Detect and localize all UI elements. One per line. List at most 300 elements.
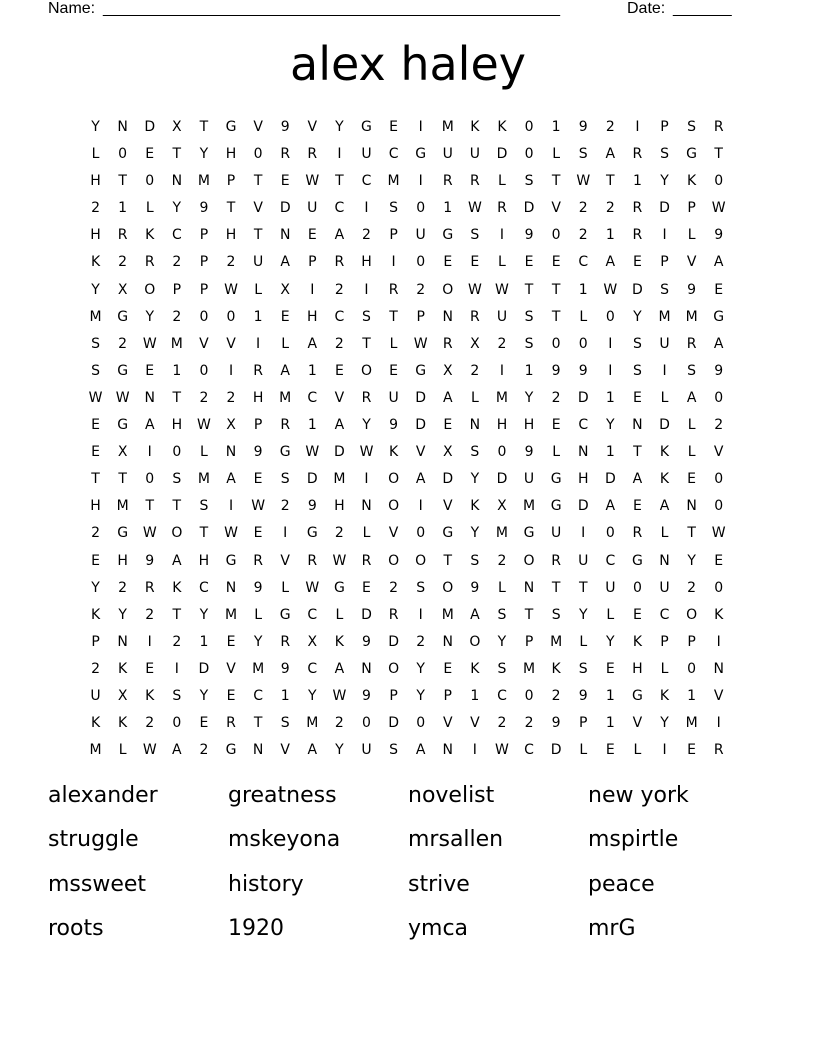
grid-letter[interactable]: N bbox=[361, 498, 372, 515]
grid-letter[interactable]: Y bbox=[199, 146, 209, 163]
grid-letter[interactable]: I bbox=[608, 335, 613, 352]
grid-letter[interactable]: T bbox=[551, 308, 561, 325]
grid-letter[interactable]: M bbox=[197, 173, 210, 190]
grid-letter[interactable]: S bbox=[389, 742, 399, 759]
grid-letter[interactable]: N bbox=[686, 498, 697, 515]
grid-letter[interactable]: 2 bbox=[578, 227, 588, 244]
grid-letter[interactable]: Y bbox=[470, 471, 480, 488]
grid-letter[interactable]: Y bbox=[416, 660, 425, 677]
grid-letter[interactable]: Y bbox=[470, 525, 480, 542]
grid-letter[interactable]: L bbox=[687, 417, 696, 434]
grid-letter[interactable]: C bbox=[524, 742, 534, 759]
grid-letter[interactable]: I bbox=[581, 525, 586, 542]
grid-letter[interactable]: W bbox=[495, 742, 509, 759]
grid-letter[interactable]: T bbox=[118, 471, 127, 488]
grid-letter[interactable]: O bbox=[469, 633, 481, 650]
grid-letter[interactable]: E bbox=[632, 389, 642, 406]
grid-letter[interactable]: W bbox=[576, 173, 591, 190]
grid-letter[interactable]: T bbox=[172, 389, 182, 406]
grid-letter[interactable]: V bbox=[713, 687, 724, 704]
grid-letter[interactable]: G bbox=[225, 742, 237, 759]
grid-letter[interactable]: G bbox=[415, 362, 427, 379]
grid-letter[interactable]: S bbox=[687, 362, 697, 379]
grid-letter[interactable]: H bbox=[90, 227, 101, 244]
grid-letter[interactable]: S bbox=[660, 281, 669, 298]
grid-letter[interactable]: E bbox=[362, 579, 371, 596]
grid-letter[interactable]: R bbox=[144, 579, 155, 596]
grid-letter[interactable]: R bbox=[551, 552, 561, 569]
grid-letter[interactable]: L bbox=[498, 254, 506, 271]
grid-letter[interactable]: 9 bbox=[145, 552, 155, 569]
grid-letter[interactable]: R bbox=[388, 281, 399, 298]
grid-letter[interactable]: N bbox=[577, 444, 589, 461]
grid-letter[interactable]: V bbox=[226, 660, 236, 677]
grid-letter[interactable]: L bbox=[200, 444, 208, 461]
grid-letter[interactable]: U bbox=[361, 742, 372, 759]
grid-letter[interactable]: 2 bbox=[145, 715, 155, 732]
grid-letter[interactable]: M bbox=[197, 471, 210, 488]
grid-letter[interactable]: D bbox=[442, 471, 454, 488]
grid-letter[interactable]: 2 bbox=[334, 335, 344, 352]
grid-letter[interactable]: D bbox=[604, 471, 616, 488]
grid-letter[interactable]: T bbox=[443, 552, 453, 569]
grid-letter[interactable]: K bbox=[632, 633, 643, 650]
grid-letter[interactable]: T bbox=[633, 444, 642, 461]
grid-letter[interactable]: A bbox=[605, 254, 616, 271]
grid-letter[interactable]: S bbox=[524, 173, 534, 190]
grid-letter[interactable]: I bbox=[364, 200, 369, 217]
grid-letter[interactable]: 0 bbox=[145, 173, 155, 190]
grid-letter[interactable]: P bbox=[660, 119, 669, 135]
grid-letter[interactable]: G bbox=[523, 525, 535, 542]
grid-letter[interactable]: R bbox=[713, 742, 724, 759]
grid-letter[interactable]: A bbox=[226, 471, 236, 488]
grid-letter[interactable]: G bbox=[225, 552, 237, 569]
grid-letter[interactable]: G bbox=[306, 525, 318, 542]
grid-letter[interactable]: X bbox=[442, 362, 453, 379]
grid-letter[interactable]: T bbox=[551, 281, 561, 298]
grid-letter[interactable]: G bbox=[442, 525, 454, 542]
grid-letter[interactable]: R bbox=[307, 552, 318, 569]
grid-letter[interactable]: 9 bbox=[687, 281, 697, 298]
grid-letter[interactable]: L bbox=[470, 389, 479, 406]
grid-letter[interactable]: E bbox=[632, 606, 642, 623]
grid-letter[interactable]: 0 bbox=[524, 119, 534, 135]
grid-letter[interactable]: G bbox=[631, 687, 643, 704]
grid-letter[interactable]: I bbox=[662, 362, 667, 379]
grid-letter[interactable]: 2 bbox=[389, 579, 399, 596]
grid-letter[interactable]: I bbox=[499, 362, 505, 379]
grid-letter[interactable]: E bbox=[443, 417, 453, 434]
grid-letter[interactable]: 9 bbox=[578, 119, 588, 135]
grid-letter[interactable]: S bbox=[578, 660, 588, 677]
grid-letter[interactable]: S bbox=[497, 606, 507, 623]
grid-letter[interactable]: 2 bbox=[199, 742, 209, 759]
grid-letter[interactable]: U bbox=[469, 146, 480, 163]
grid-letter[interactable]: C bbox=[605, 552, 616, 569]
grid-letter[interactable]: Y bbox=[687, 552, 696, 569]
grid-letter[interactable]: Y bbox=[524, 389, 534, 406]
grid-letter[interactable]: T bbox=[524, 281, 534, 298]
grid-letter[interactable]: G bbox=[279, 444, 291, 461]
grid-letter[interactable]: I bbox=[337, 146, 342, 163]
grid-letter[interactable]: E bbox=[226, 687, 236, 704]
grid-letter[interactable]: 9 bbox=[362, 633, 371, 650]
grid-letter[interactable]: M bbox=[116, 498, 129, 515]
grid-letter[interactable]: K bbox=[470, 119, 480, 135]
grid-letter[interactable]: A bbox=[280, 362, 290, 379]
grid-letter[interactable]: E bbox=[632, 254, 642, 271]
grid-letter[interactable]: U bbox=[90, 687, 101, 704]
grid-letter[interactable]: L bbox=[579, 308, 588, 325]
grid-letter[interactable]: 9 bbox=[578, 687, 588, 704]
grid-letter[interactable]: I bbox=[662, 742, 667, 759]
grid-letter[interactable]: L bbox=[687, 444, 696, 461]
grid-letter[interactable]: 9 bbox=[253, 579, 263, 596]
grid-letter[interactable]: K bbox=[118, 715, 128, 732]
grid-letter[interactable]: 2 bbox=[172, 254, 182, 271]
grid-letter[interactable]: G bbox=[361, 119, 372, 135]
grid-letter[interactable]: 0 bbox=[145, 471, 155, 488]
grid-letter[interactable]: H bbox=[171, 417, 183, 434]
grid-letter[interactable]: A bbox=[334, 417, 345, 434]
grid-letter[interactable]: L bbox=[254, 281, 263, 298]
grid-letter[interactable]: L bbox=[118, 742, 127, 759]
grid-letter[interactable]: C bbox=[659, 606, 670, 623]
grid-letter[interactable]: A bbox=[307, 742, 318, 759]
grid-letter[interactable]: 1 bbox=[443, 200, 453, 217]
grid-letter[interactable]: 0 bbox=[714, 579, 724, 596]
grid-letter[interactable]: E bbox=[145, 362, 155, 379]
grid-letter[interactable]: S bbox=[280, 471, 290, 488]
grid-letter[interactable]: A bbox=[605, 146, 616, 163]
grid-letter[interactable]: 9 bbox=[524, 444, 534, 461]
grid-letter[interactable]: Y bbox=[633, 308, 642, 325]
grid-letter[interactable]: 0 bbox=[714, 173, 724, 190]
grid-letter[interactable]: 0 bbox=[172, 444, 182, 461]
grid-letter[interactable]: D bbox=[198, 660, 210, 677]
grid-letter[interactable]: V bbox=[253, 200, 263, 217]
grid-letter[interactable]: 1 bbox=[551, 119, 561, 135]
grid-letter[interactable]: P bbox=[660, 254, 669, 271]
grid-letter[interactable]: G bbox=[279, 606, 291, 623]
grid-letter[interactable]: K bbox=[90, 606, 101, 623]
grid-letter[interactable]: O bbox=[388, 660, 400, 677]
grid-letter[interactable]: K bbox=[172, 579, 182, 596]
grid-letter[interactable]: 1 bbox=[118, 200, 128, 217]
grid-letter[interactable]: U bbox=[496, 308, 508, 325]
grid-letter[interactable]: I bbox=[228, 362, 234, 379]
grid-letter[interactable]: 9 bbox=[714, 227, 724, 244]
grid-letter[interactable]: R bbox=[686, 335, 697, 352]
grid-letter[interactable]: A bbox=[442, 389, 453, 406]
grid-letter[interactable]: A bbox=[144, 417, 155, 434]
grid-letter[interactable]: T bbox=[253, 227, 263, 244]
grid-letter[interactable]: D bbox=[334, 444, 345, 461]
grid-letter[interactable]: T bbox=[551, 173, 561, 190]
grid-letter[interactable]: 2 bbox=[199, 389, 209, 406]
grid-letter[interactable]: M bbox=[658, 308, 671, 325]
grid-letter[interactable]: I bbox=[391, 254, 396, 271]
grid-letter[interactable]: R bbox=[497, 200, 507, 217]
grid-letter[interactable]: A bbox=[632, 471, 643, 488]
grid-letter[interactable]: Y bbox=[172, 200, 182, 217]
grid-letter[interactable]: 2 bbox=[334, 715, 344, 732]
grid-letter[interactable]: M bbox=[523, 660, 536, 677]
grid-letter[interactable]: Y bbox=[578, 606, 588, 623]
grid-letter[interactable]: E bbox=[253, 471, 263, 488]
grid-letter[interactable]: T bbox=[335, 173, 344, 190]
grid-letter[interactable]: 2 bbox=[118, 254, 128, 271]
grid-letter[interactable]: 2 bbox=[118, 335, 128, 352]
grid-letter[interactable]: K bbox=[145, 227, 155, 244]
grid-letter[interactable]: G bbox=[713, 308, 725, 325]
grid-letter[interactable]: L bbox=[91, 146, 100, 163]
grid-letter[interactable]: V bbox=[470, 715, 480, 732]
grid-letter[interactable]: A bbox=[686, 389, 697, 406]
grid-letter[interactable]: W bbox=[467, 200, 482, 217]
grid-letter[interactable]: 0 bbox=[199, 308, 209, 325]
grid-letter[interactable]: K bbox=[659, 687, 670, 704]
grid-letter[interactable]: E bbox=[714, 552, 724, 569]
grid-letter[interactable]: N bbox=[523, 579, 535, 596]
grid-letter[interactable]: H bbox=[252, 389, 264, 406]
grid-letter[interactable]: W bbox=[711, 200, 726, 217]
grid-letter[interactable]: W bbox=[413, 335, 428, 352]
grid-letter[interactable]: P bbox=[579, 715, 588, 732]
grid-letter[interactable]: E bbox=[91, 417, 100, 434]
grid-letter[interactable]: 2 bbox=[497, 715, 507, 732]
grid-letter[interactable]: U bbox=[415, 227, 426, 244]
grid-letter[interactable]: A bbox=[307, 335, 318, 352]
grid-letter[interactable]: S bbox=[578, 146, 588, 163]
grid-letter[interactable]: V bbox=[199, 335, 209, 352]
grid-letter[interactable]: D bbox=[144, 119, 156, 135]
grid-letter[interactable]: D bbox=[388, 715, 399, 732]
grid-letter[interactable]: S bbox=[280, 715, 290, 732]
grid-letter[interactable]: 0 bbox=[605, 308, 615, 325]
grid-letter[interactable]: N bbox=[252, 742, 264, 759]
grid-letter[interactable]: C bbox=[171, 227, 182, 244]
grid-letter[interactable]: E bbox=[226, 633, 236, 650]
grid-letter[interactable]: L bbox=[389, 335, 398, 352]
grid-letter[interactable]: P bbox=[687, 200, 696, 217]
grid-letter[interactable]: G bbox=[442, 227, 454, 244]
grid-letter[interactable]: S bbox=[551, 606, 561, 623]
grid-letter[interactable]: Y bbox=[606, 417, 615, 434]
grid-letter[interactable]: N bbox=[279, 227, 291, 244]
grid-letter[interactable]: 1 bbox=[307, 362, 317, 379]
grid-letter[interactable]: H bbox=[90, 173, 101, 190]
grid-letter[interactable]: W bbox=[251, 498, 266, 515]
grid-letter[interactable]: Y bbox=[606, 633, 615, 650]
grid-letter[interactable]: P bbox=[443, 687, 452, 704]
grid-letter[interactable]: W bbox=[467, 281, 482, 298]
grid-letter[interactable]: T bbox=[226, 200, 236, 217]
grid-letter[interactable]: 0 bbox=[416, 715, 426, 732]
grid-letter[interactable]: N bbox=[361, 660, 372, 677]
grid-letter[interactable]: 1 bbox=[307, 417, 317, 434]
grid-letter[interactable]: K bbox=[470, 660, 480, 677]
grid-letter[interactable]: 2 bbox=[497, 552, 507, 569]
grid-letter[interactable]: N bbox=[225, 444, 237, 461]
grid-letter[interactable]: C bbox=[307, 660, 318, 677]
grid-letter[interactable]: W bbox=[115, 389, 130, 406]
grid-letter[interactable]: I bbox=[499, 227, 505, 244]
grid-letter[interactable]: R bbox=[632, 227, 643, 244]
grid-letter[interactable]: 0 bbox=[172, 715, 182, 732]
grid-letter[interactable]: 0 bbox=[416, 200, 426, 217]
name-blank-line[interactable]: _______________________________________________________ bbox=[103, 0, 560, 17]
grid-letter[interactable]: E bbox=[551, 417, 561, 434]
grid-letter[interactable]: C bbox=[307, 389, 318, 406]
grid-letter[interactable]: I bbox=[662, 227, 667, 244]
grid-letter[interactable]: H bbox=[225, 227, 237, 244]
grid-letter[interactable]: H bbox=[198, 552, 210, 569]
grid-letter[interactable]: P bbox=[253, 417, 263, 434]
grid-letter[interactable]: A bbox=[470, 606, 480, 623]
grid-letter[interactable]: T bbox=[145, 498, 155, 515]
grid-letter[interactable]: P bbox=[308, 254, 317, 271]
grid-letter[interactable]: L bbox=[335, 606, 344, 623]
grid-letter[interactable]: 1 bbox=[605, 444, 615, 461]
grid-letter[interactable]: S bbox=[172, 687, 182, 704]
grid-letter[interactable]: R bbox=[632, 146, 643, 163]
grid-letter[interactable]: T bbox=[606, 173, 615, 190]
grid-letter[interactable]: U bbox=[442, 146, 453, 163]
grid-letter[interactable]: D bbox=[388, 633, 399, 650]
grid-letter[interactable]: T bbox=[578, 579, 588, 596]
grid-letter[interactable]: 0 bbox=[714, 471, 724, 488]
grid-letter[interactable]: E bbox=[280, 173, 290, 190]
grid-letter[interactable]: R bbox=[442, 335, 453, 352]
grid-letter[interactable]: M bbox=[441, 606, 454, 623]
grid-letter[interactable]: O bbox=[360, 362, 372, 379]
grid-letter[interactable]: W bbox=[495, 281, 509, 298]
grid-letter[interactable]: E bbox=[687, 471, 697, 488]
grid-letter[interactable]: G bbox=[415, 146, 427, 163]
grid-letter[interactable]: P bbox=[226, 173, 236, 190]
grid-letter[interactable]: 2 bbox=[91, 200, 100, 217]
grid-letter[interactable]: 0 bbox=[632, 579, 642, 596]
grid-letter[interactable]: P bbox=[389, 227, 398, 244]
grid-letter[interactable]: L bbox=[498, 579, 506, 596]
grid-letter[interactable]: G bbox=[550, 471, 562, 488]
grid-letter[interactable]: Y bbox=[362, 417, 371, 434]
grid-letter[interactable]: O bbox=[388, 498, 400, 515]
grid-letter[interactable]: W bbox=[224, 281, 238, 298]
grid-letter[interactable]: E bbox=[91, 444, 100, 461]
grid-letter[interactable]: K bbox=[659, 444, 670, 461]
grid-letter[interactable]: Y bbox=[91, 119, 100, 135]
grid-letter[interactable]: Y bbox=[335, 742, 344, 759]
grid-letter[interactable]: H bbox=[632, 660, 643, 677]
grid-letter[interactable]: C bbox=[307, 606, 318, 623]
grid-letter[interactable]: S bbox=[172, 471, 182, 488]
grid-letter[interactable]: M bbox=[306, 715, 319, 732]
grid-letter[interactable]: O bbox=[442, 281, 454, 298]
grid-letter[interactable]: L bbox=[552, 444, 561, 461]
grid-letter[interactable]: Y bbox=[199, 606, 209, 623]
grid-letter[interactable]: 2 bbox=[91, 525, 100, 542]
grid-letter[interactable]: G bbox=[333, 579, 345, 596]
grid-letter[interactable]: E bbox=[443, 660, 453, 677]
grid-letter[interactable]: P bbox=[172, 281, 182, 298]
grid-letter[interactable]: R bbox=[307, 146, 318, 163]
grid-letter[interactable]: V bbox=[551, 200, 561, 217]
grid-letter[interactable]: D bbox=[659, 200, 670, 217]
grid-letter[interactable]: O bbox=[171, 525, 183, 542]
grid-letter[interactable]: V bbox=[415, 444, 426, 461]
grid-letter[interactable]: I bbox=[364, 281, 369, 298]
grid-letter[interactable]: 2 bbox=[416, 281, 426, 298]
grid-letter[interactable]: X bbox=[117, 281, 128, 298]
grid-letter[interactable]: L bbox=[579, 742, 588, 759]
grid-letter[interactable]: T bbox=[172, 606, 182, 623]
grid-letter[interactable]: 1 bbox=[172, 362, 182, 379]
grid-letter[interactable]: 0 bbox=[714, 498, 724, 515]
grid-letter[interactable]: K bbox=[551, 660, 561, 677]
grid-letter[interactable]: E bbox=[199, 715, 209, 732]
grid-letter[interactable]: X bbox=[470, 335, 480, 352]
grid-letter[interactable]: L bbox=[254, 606, 263, 623]
grid-letter[interactable]: 0 bbox=[524, 146, 534, 163]
grid-letter[interactable]: A bbox=[415, 471, 426, 488]
grid-letter[interactable]: N bbox=[144, 389, 155, 406]
grid-letter[interactable]: C bbox=[361, 173, 372, 190]
grid-letter[interactable]: S bbox=[470, 552, 480, 569]
grid-letter[interactable]: 9 bbox=[551, 715, 561, 732]
grid-letter[interactable]: N bbox=[117, 119, 128, 135]
grid-letter[interactable]: I bbox=[283, 525, 288, 542]
grid-letter[interactable]: A bbox=[713, 254, 724, 271]
grid-letter[interactable]: K bbox=[145, 687, 155, 704]
grid-letter[interactable]: Y bbox=[335, 119, 344, 135]
grid-letter[interactable]: O bbox=[388, 471, 400, 488]
grid-letter[interactable]: U bbox=[361, 146, 372, 163]
grid-letter[interactable]: 2 bbox=[470, 362, 480, 379]
grid-letter[interactable]: Y bbox=[91, 579, 100, 596]
grid-letter[interactable]: 9 bbox=[280, 119, 290, 135]
grid-letter[interactable]: T bbox=[687, 525, 696, 542]
grid-letter[interactable]: I bbox=[635, 119, 640, 135]
grid-letter[interactable]: 2 bbox=[524, 715, 534, 732]
grid-letter[interactable]: L bbox=[660, 525, 669, 542]
grid-letter[interactable]: V bbox=[632, 715, 643, 732]
grid-letter[interactable]: D bbox=[361, 606, 372, 623]
grid-letter[interactable]: 2 bbox=[605, 200, 615, 217]
grid-letter[interactable]: L bbox=[633, 742, 642, 759]
grid-letter[interactable]: E bbox=[145, 660, 155, 677]
grid-letter[interactable]: H bbox=[225, 146, 237, 163]
grid-letter[interactable]: P bbox=[199, 254, 209, 271]
grid-letter[interactable]: K bbox=[90, 254, 101, 271]
grid-letter[interactable]: M bbox=[685, 308, 698, 325]
grid-letter[interactable]: G bbox=[631, 552, 643, 569]
grid-letter[interactable]: S bbox=[524, 308, 534, 325]
grid-letter[interactable]: L bbox=[281, 335, 290, 352]
grid-letter[interactable]: 1 bbox=[253, 308, 263, 325]
grid-letter[interactable]: 1 bbox=[605, 715, 615, 732]
grid-letter[interactable]: R bbox=[280, 417, 291, 434]
grid-letter[interactable]: T bbox=[253, 715, 263, 732]
grid-letter[interactable]: U bbox=[659, 579, 670, 596]
grid-letter[interactable]: C bbox=[578, 417, 589, 434]
grid-letter[interactable]: A bbox=[280, 254, 290, 271]
grid-letter[interactable]: S bbox=[389, 200, 399, 217]
date-blank-line[interactable]: _______ bbox=[673, 0, 732, 17]
grid-letter[interactable]: N bbox=[632, 417, 643, 434]
